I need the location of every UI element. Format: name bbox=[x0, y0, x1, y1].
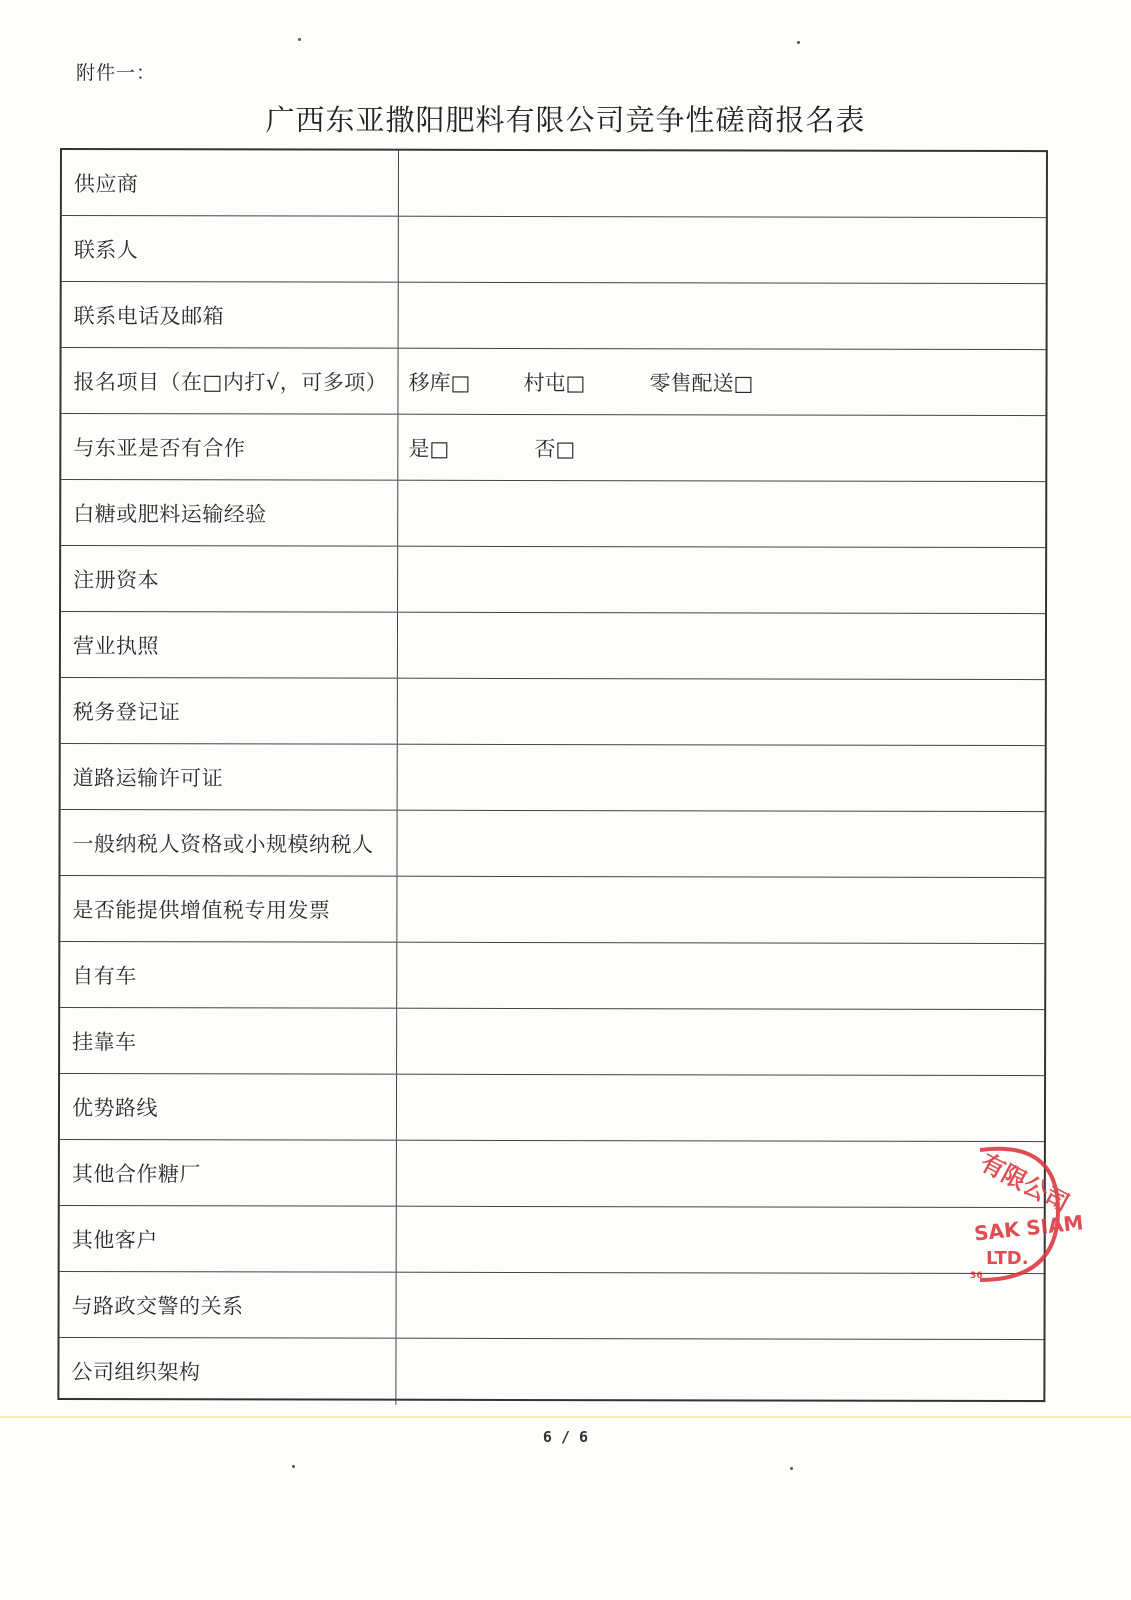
row-phone-email bbox=[62, 282, 1046, 350]
row-other-customers bbox=[60, 1206, 1044, 1274]
cooperation-options bbox=[398, 415, 1045, 481]
row-business-license bbox=[61, 612, 1045, 680]
svg-text:36: 36 bbox=[970, 1271, 983, 1281]
row-label: 是否能提供增值税专用发票 bbox=[60, 876, 397, 942]
row-tax-registration bbox=[61, 678, 1045, 746]
row-org-structure bbox=[59, 1338, 1043, 1406]
registered-capital-field[interactable] bbox=[398, 547, 1045, 613]
row-label: 道路运输许可证 bbox=[61, 744, 398, 810]
option-village-checkbox[interactable]: 村屯□ bbox=[523, 370, 586, 395]
row-label: 优势路线 bbox=[60, 1074, 397, 1140]
option-retail-delivery-checkbox[interactable]: 零售配送□ bbox=[649, 370, 754, 395]
scan-speck bbox=[797, 41, 800, 44]
row-label: 联系人 bbox=[62, 216, 399, 282]
row-label: 营业执照 bbox=[61, 612, 398, 678]
svg-text:SAK SIAM: SAK SIAM bbox=[972, 1210, 1085, 1246]
org-structure-field[interactable] bbox=[396, 1339, 1043, 1406]
row-label: 联系电话及邮箱 bbox=[62, 282, 399, 348]
registration-form-table bbox=[57, 148, 1048, 1402]
option-warehouse-checkbox[interactable]: 移库□ bbox=[408, 370, 471, 395]
affiliated-vehicles-field[interactable] bbox=[397, 1009, 1044, 1075]
row-label: 一般纳税人资格或小规模纳税人 bbox=[60, 810, 397, 876]
svg-text:LTD.: LTD. bbox=[986, 1248, 1029, 1269]
row-label: 白糖或肥料运输经验 bbox=[61, 480, 398, 546]
row-supplier bbox=[62, 150, 1046, 218]
svg-text:有限公司: 有限公司 bbox=[975, 1148, 1074, 1219]
scan-speck bbox=[292, 1465, 295, 1468]
row-label: 其他合作糖厂 bbox=[60, 1140, 397, 1206]
row-label: 税务登记证 bbox=[61, 678, 398, 744]
row-traffic-police-relation bbox=[60, 1272, 1044, 1340]
row-registered-capital bbox=[61, 546, 1045, 614]
page-divider bbox=[0, 1416, 1131, 1418]
attachment-label: 附件一： bbox=[76, 62, 157, 84]
row-label: 与路政交警的关系 bbox=[60, 1272, 397, 1338]
row-own-vehicles bbox=[60, 942, 1044, 1010]
row-label: 供应商 bbox=[62, 150, 399, 216]
row-label: 公司组织架构 bbox=[59, 1338, 396, 1405]
row-cooperation bbox=[61, 414, 1045, 482]
row-vat-invoice bbox=[60, 876, 1044, 944]
row-affiliated-vehicles bbox=[60, 1008, 1044, 1076]
vat-invoice-field[interactable] bbox=[397, 877, 1044, 943]
taxpayer-type-field[interactable] bbox=[397, 811, 1044, 877]
row-road-transport-permit bbox=[61, 744, 1045, 812]
row-label: 与东亚是否有合作 bbox=[61, 414, 398, 480]
row-label: 其他客户 bbox=[60, 1206, 397, 1272]
option-no-checkbox[interactable]: 否□ bbox=[534, 436, 576, 461]
supplier-field[interactable] bbox=[399, 151, 1046, 217]
company-seal-stamp bbox=[940, 1130, 1085, 1290]
scan-speck bbox=[790, 1467, 793, 1470]
row-contact bbox=[62, 216, 1046, 284]
page-number: 6 / 6 bbox=[542, 1428, 589, 1446]
form-title: 广西东亚撒阳肥料有限公司竞争性磋商报名表 bbox=[265, 103, 866, 137]
row-advantage-routes bbox=[60, 1074, 1044, 1142]
road-transport-permit-field[interactable] bbox=[398, 745, 1045, 811]
row-label: 注册资本 bbox=[61, 546, 398, 612]
project-options bbox=[398, 349, 1045, 415]
option-yes-checkbox[interactable]: 是□ bbox=[408, 436, 450, 461]
row-other-sugar-mills bbox=[60, 1140, 1044, 1208]
row-label: 自有车 bbox=[60, 942, 397, 1008]
scan-speck bbox=[298, 38, 301, 41]
row-taxpayer-type bbox=[60, 810, 1044, 878]
business-license-field[interactable] bbox=[398, 613, 1045, 679]
row-project bbox=[61, 348, 1045, 416]
contact-field[interactable] bbox=[399, 217, 1046, 283]
phone-email-field[interactable] bbox=[399, 283, 1046, 349]
own-vehicles-field[interactable] bbox=[397, 943, 1044, 1009]
tax-registration-field[interactable] bbox=[398, 679, 1045, 745]
transport-experience-field[interactable] bbox=[398, 481, 1045, 547]
row-label: 报名项目（在□内打√，可多项） bbox=[61, 348, 398, 414]
row-transport-experience bbox=[61, 480, 1045, 548]
row-label: 挂靠车 bbox=[60, 1008, 397, 1074]
